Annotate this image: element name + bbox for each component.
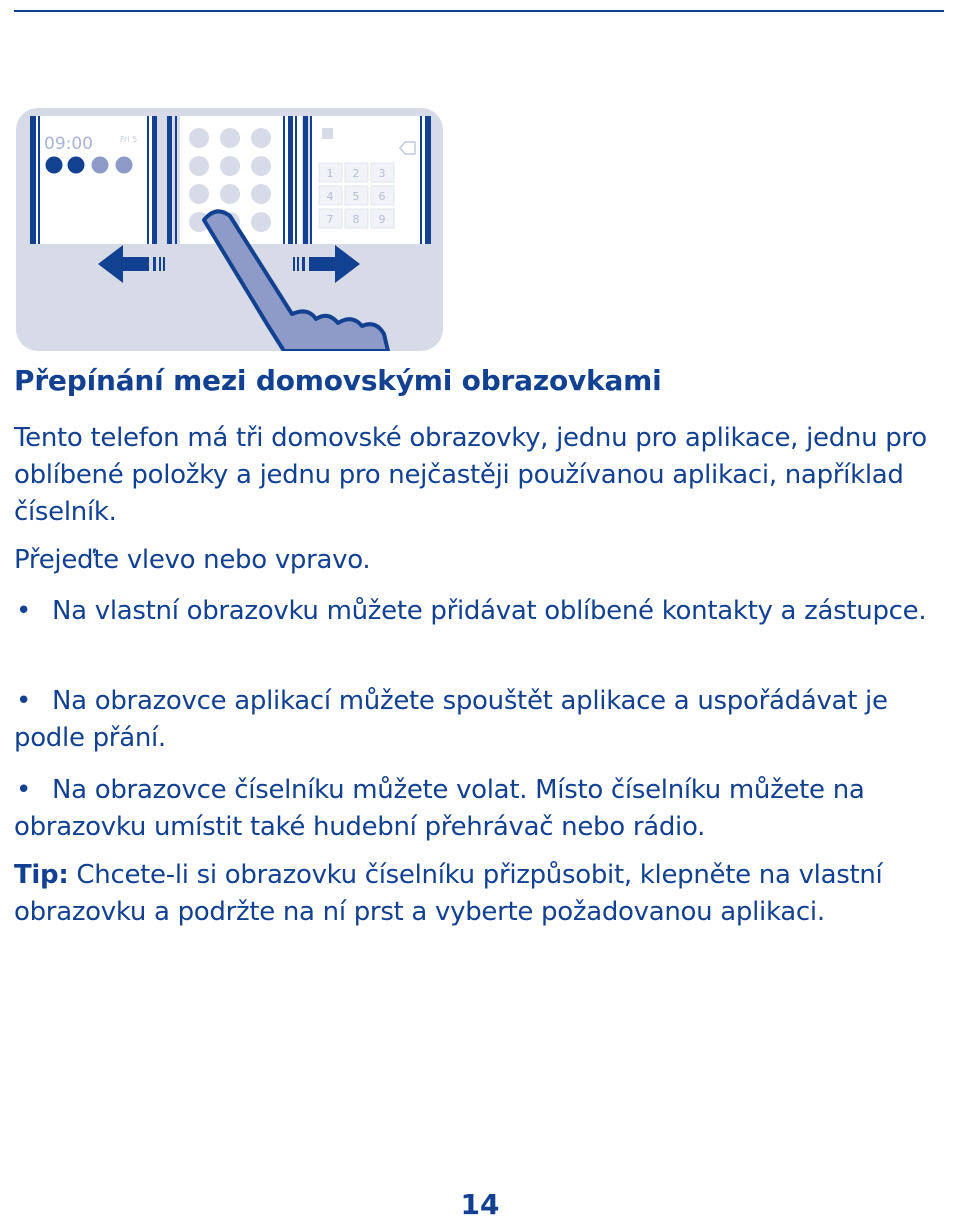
key-7: 7 bbox=[326, 213, 334, 226]
bullet-item bbox=[14, 683, 946, 757]
dialler-screen-panel bbox=[303, 116, 431, 244]
top-rule bbox=[14, 10, 944, 12]
swipe-illustration bbox=[16, 108, 443, 351]
intro-paragraph: Tento telefon má tři domovské obrazovky, jednu pro aplikace, jednu pro oblíbené položky a jednu pro nejčastěji používanou aplikaci, například číselník. bbox=[14, 423, 927, 527]
key-5: 5 bbox=[352, 190, 360, 203]
key-6: 6 bbox=[378, 190, 386, 203]
key-9: 9 bbox=[378, 213, 386, 226]
home-screen-panel bbox=[30, 116, 157, 244]
key-1: 1 bbox=[326, 167, 334, 180]
date-text: Fri 5 bbox=[120, 135, 138, 144]
instruction-paragraph: Přejeďte vlevo nebo vpravo. bbox=[14, 545, 371, 575]
key-3: 3 bbox=[378, 167, 386, 180]
tip-label: Tip: bbox=[14, 860, 69, 890]
tip-text: Chcete-li si obrazovku číselníku přizpůsobit, klepněte na vlastní obrazovku a podržte na ní prst a vyberte požadovanou aplikaci. bbox=[14, 860, 883, 927]
page-number: 14 bbox=[460, 1188, 500, 1221]
bullet-icon: • bbox=[16, 596, 32, 626]
bullet-icon: • bbox=[16, 775, 32, 805]
bullet-item bbox=[14, 772, 946, 846]
clock-text: 09:00 bbox=[44, 134, 93, 154]
section-title: Přepínání mezi domovskými obrazovkami bbox=[14, 364, 662, 397]
bullet-item bbox=[14, 593, 946, 630]
bullet-text: Na vlastní obrazovku můžete přidávat oblíbené kontakty a zástupce. bbox=[52, 596, 927, 626]
bullet-text: Na obrazovce číselníku můžete volat. Místo číselníku můžete na obrazovku umístit také hudební přehrávač nebo rádio. bbox=[14, 775, 865, 842]
key-8: 8 bbox=[352, 213, 360, 226]
key-4: 4 bbox=[326, 190, 334, 203]
key-2: 2 bbox=[352, 167, 360, 180]
bullet-icon: • bbox=[16, 686, 32, 716]
tip-paragraph bbox=[14, 857, 946, 931]
bullet-text: Na obrazovce aplikací můžete spouštět aplikace a uspořádávat je podle přání. bbox=[14, 686, 888, 753]
